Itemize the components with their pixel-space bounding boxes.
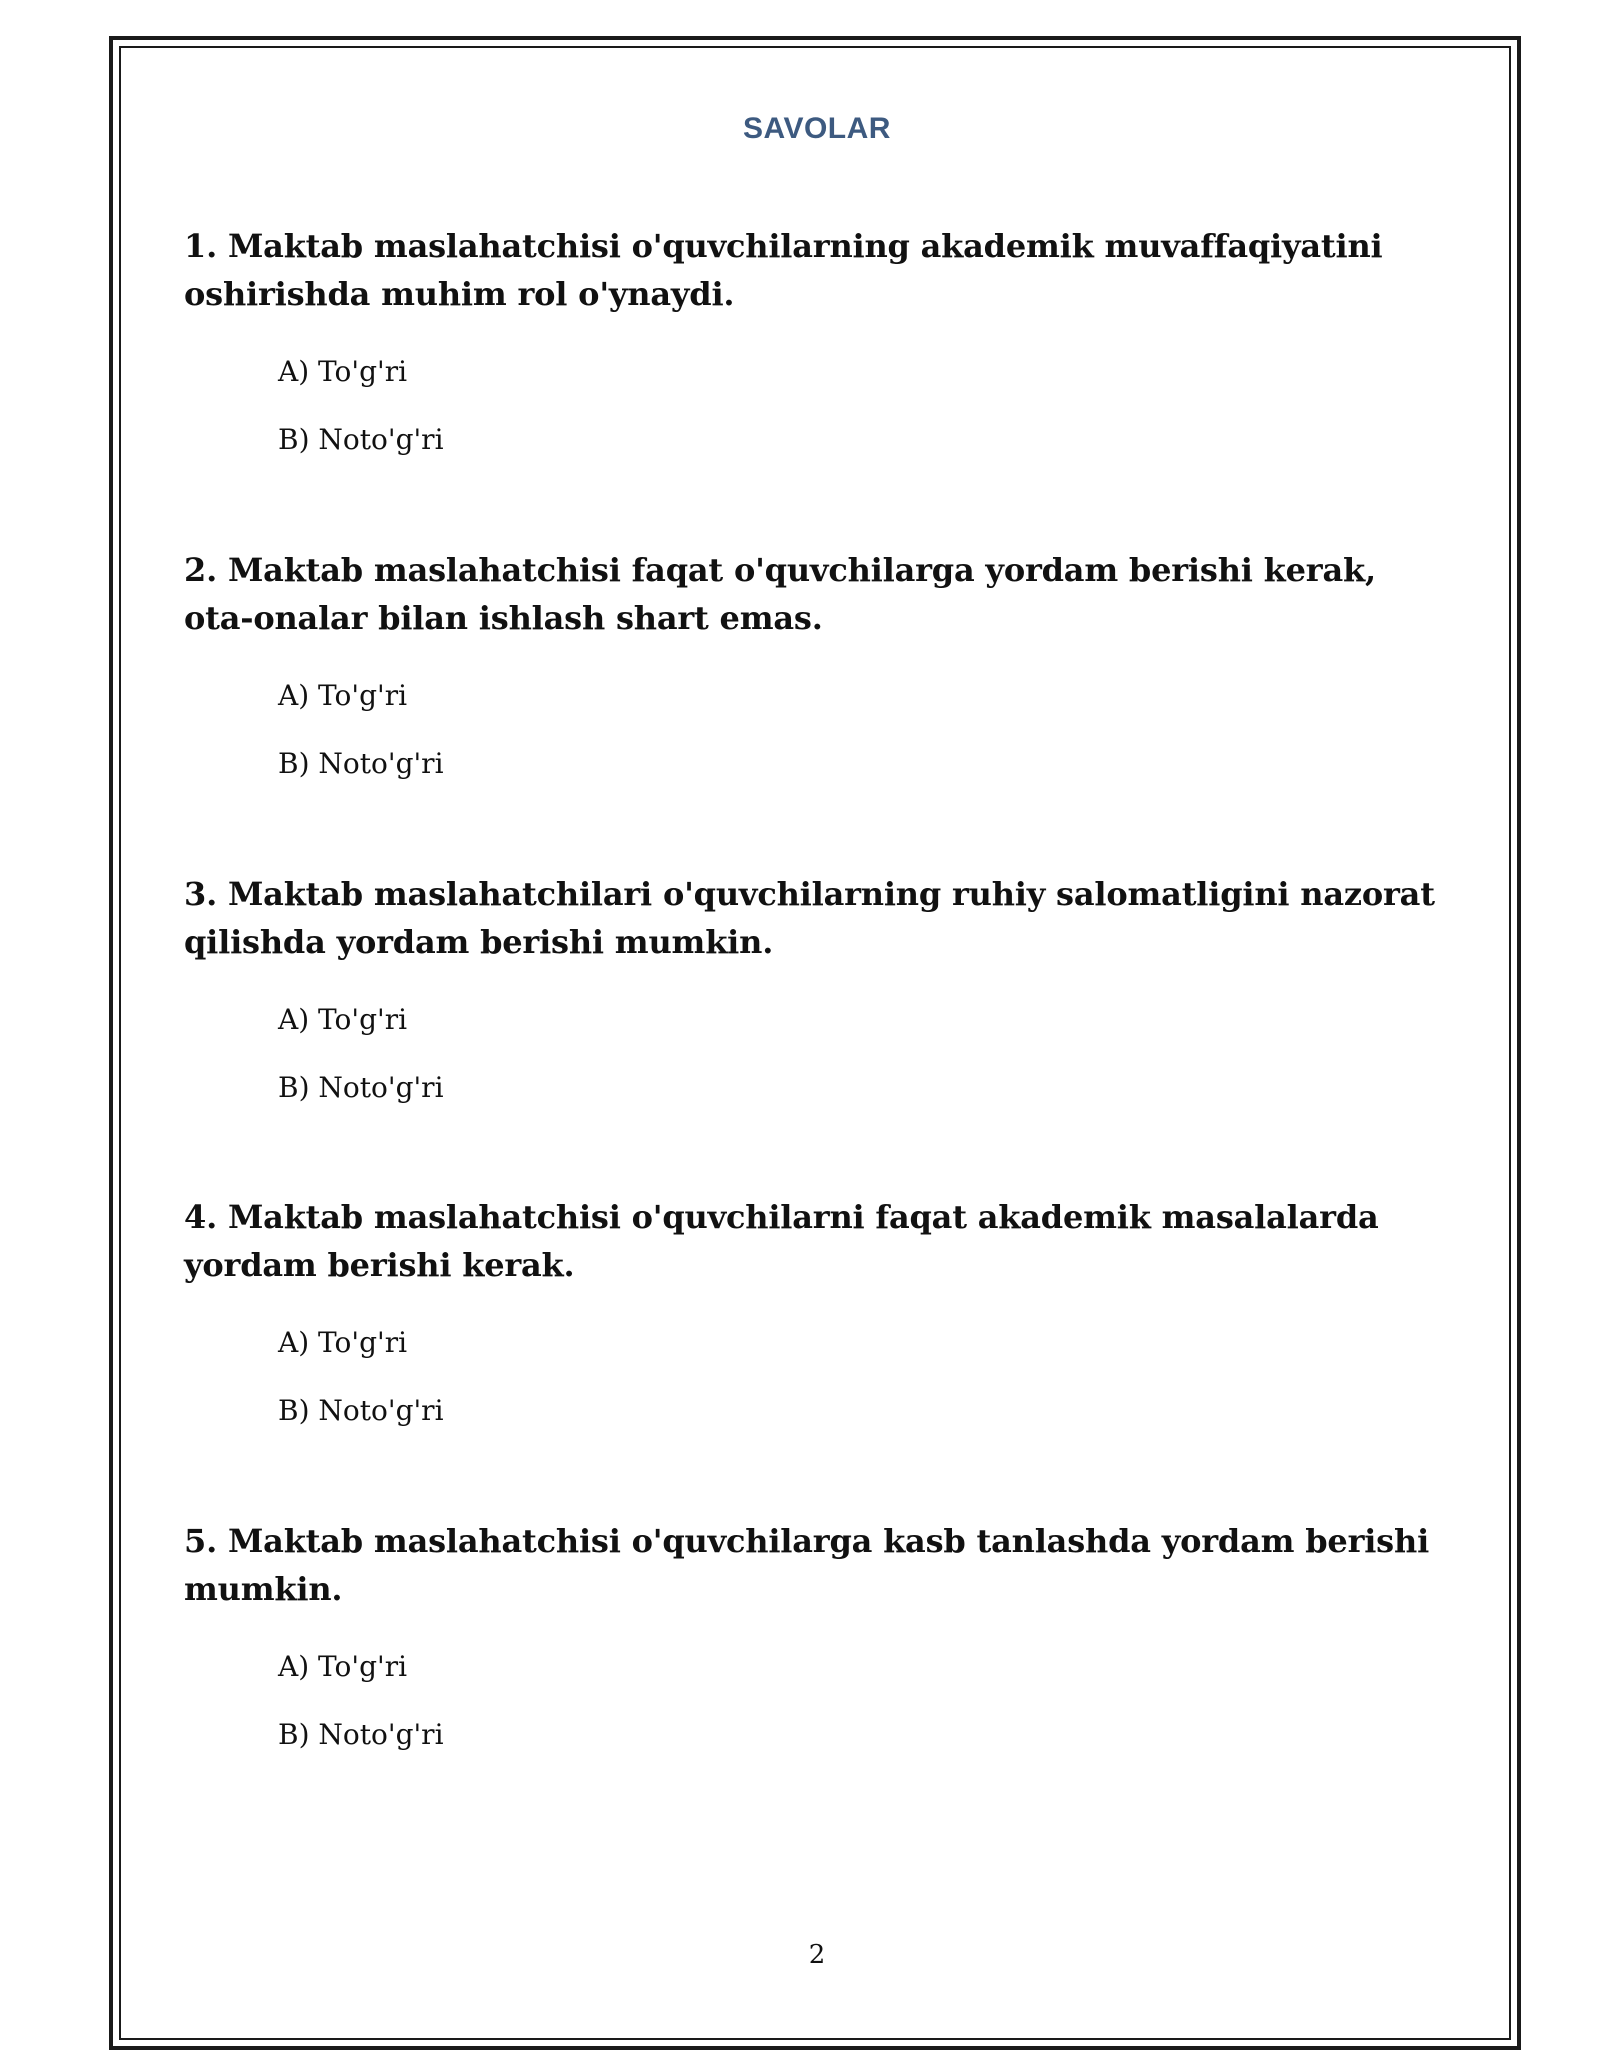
answer-options [184, 1309, 1454, 1445]
option-a: A) To'g'ri [278, 1326, 408, 1359]
answer-options [184, 662, 1454, 798]
option-b: B) Noto'g'ri [278, 747, 444, 780]
answer-options [184, 1633, 1454, 1769]
question-1 [184, 222, 1454, 474]
page-number: 2 [808, 1940, 826, 1970]
question-5 [184, 1517, 1454, 1769]
option-b: B) Noto'g'ri [278, 1718, 444, 1751]
question-text: 2. Maktab maslahatchisi faqat o'quvchilarga yordam berishi kerak, ota-onalar bilan ishlash shart emas. [184, 551, 1376, 637]
answer-options [184, 986, 1454, 1122]
option-a: A) To'g'ri [278, 1650, 408, 1683]
option-b: B) Noto'g'ri [278, 423, 444, 456]
question-4 [184, 1193, 1454, 1445]
option-a: A) To'g'ri [278, 679, 408, 712]
question-text: 3. Maktab maslahatchilari o'quvchilarning ruhiy salomatligini nazorat qilishda yordam berishi mumkin. [184, 875, 1435, 961]
option-b: B) Noto'g'ri [278, 1071, 444, 1104]
option-a: A) To'g'ri [278, 1003, 408, 1036]
question-3 [184, 870, 1454, 1122]
question-text: 4. Maktab maslahatchisi o'quvchilarni faqat akademik masalalarda yordam berishi kerak. [184, 1198, 1379, 1284]
answer-options [184, 338, 1454, 474]
question-text: 5. Maktab maslahatchisi o'quvchilarga kasb tanlashda yordam berishi mumkin. [184, 1522, 1430, 1608]
option-a: A) To'g'ri [278, 355, 408, 388]
question-text: 1. Maktab maslahatchisi o'quvchilarning akademik muvaffaqiyatini oshirishda muhim rol o'ynaydi. [184, 227, 1383, 313]
page-title: SAVOLAR [743, 112, 891, 145]
option-b: B) Noto'g'ri [278, 1394, 444, 1427]
question-2 [184, 546, 1454, 798]
